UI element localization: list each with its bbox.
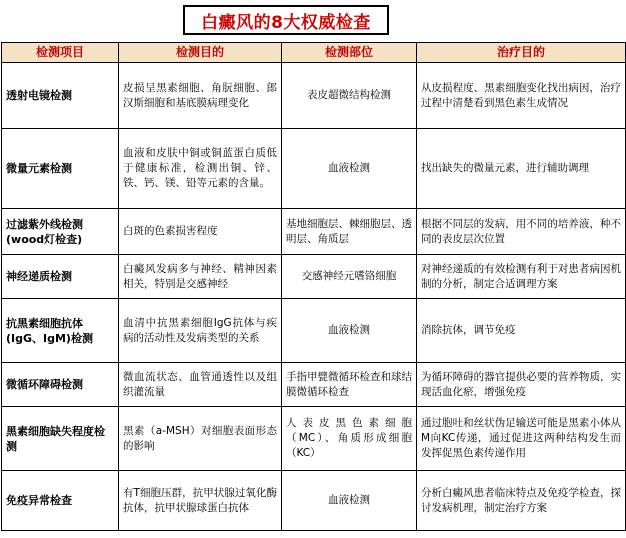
site-cell: 人表皮黑色素细胞（MC）、角质形成细胞（KC） (282, 407, 417, 471)
examination-table (1, 42, 626, 531)
table-row (2, 255, 626, 299)
item-cell: 微量元素检测 (2, 129, 119, 209)
item-cell: 抗黑素细胞抗体(IgG、IgM)检测 (2, 299, 119, 363)
table-row (2, 209, 626, 255)
purpose-cell: 黑素（a-MSH）对细胞表面形态的影响 (119, 407, 282, 471)
site-cell: 手指甲甓微循环检查和球结膜微循环检查 (282, 363, 417, 407)
purpose-cell: 有T细胞压群，抗甲状腺过氧化酶抗体，抗甲状腺球蛋白抗体 (119, 471, 282, 531)
treatment-cell: 对神经递质的有效检测有利于对患者病因机制的分析，制定合适调理方案 (417, 255, 626, 299)
header-row (2, 43, 626, 63)
item-cell: 黑素细胞缺失程度检测 (2, 407, 119, 471)
purpose-cell: 微血流状态、血管通透性以及组织灌流量 (119, 363, 282, 407)
page-title: 白癜风的8大权威检查 (183, 5, 389, 35)
header-purpose: 检测目的 (119, 43, 282, 63)
item-cell: 神经递质检测 (2, 255, 119, 299)
purpose-cell: 皮损呈黑素细胞、角朊细胞、郎汉斯细胞和基底膜病理变化 (119, 63, 282, 129)
purpose-cell: 白斑的色素损害程度 (119, 209, 282, 255)
site-cell: 表皮超微结构检测 (282, 63, 417, 129)
header-item: 检测项目 (2, 43, 119, 63)
table-row (2, 363, 626, 407)
item-cell: 微循环障碍检测 (2, 363, 119, 407)
purpose-cell: 血液和皮肤中铜或铜蓝蛋白质低于健康标准，检测出铜、锌、铁、钙、镁、铅等元素的含量。 (119, 129, 282, 209)
treatment-cell: 从皮损程度、黑素细胞变化找出病因，治疗过程中清楚看到黑色素生成情况 (417, 63, 626, 129)
item-cell: 过滤紫外线检测(wood灯检查) (2, 209, 119, 255)
treatment-cell: 分析白癜风患者临床特点及免疫学检查，探讨发病机理，制定治疗方案 (417, 471, 626, 531)
site-cell: 血液检测 (282, 471, 417, 531)
site-cell: 基地细胞层、棘细胞层、透明层、角质层 (282, 209, 417, 255)
site-cell: 血液检测 (282, 129, 417, 209)
site-cell: 交感神经元嗜铬细胞 (282, 255, 417, 299)
purpose-cell: 白癜风发病多与神经、精神因素相关，特别是交感神经 (119, 255, 282, 299)
item-cell: 透射电镜检测 (2, 63, 119, 129)
treatment-cell: 消除抗体，调节免疫 (417, 299, 626, 363)
treatment-cell: 找出缺失的微量元素，进行辅助调理 (417, 129, 626, 209)
table-row (2, 471, 626, 531)
table-row (2, 129, 626, 209)
table-row (2, 63, 626, 129)
treatment-cell: 为循环障碍的器官提供必要的营养物质，实现活血化瘀，增强免疫 (417, 363, 626, 407)
treatment-cell: 通过胞吐和丝状伪足输送可能是黑素小体从M向KC传递，通过促进这两种结构发生而发挥促黑色素传递作用 (417, 407, 626, 471)
site-cell: 血液检测 (282, 299, 417, 363)
item-cell: 免疫异常检查 (2, 471, 119, 531)
header-treatment: 治疗目的 (417, 43, 626, 63)
purpose-cell: 血清中抗黑素细胞IgG抗体与疾病的活动性及发病类型的关系 (119, 299, 282, 363)
table-row (2, 299, 626, 363)
header-site: 检测部位 (282, 43, 417, 63)
title-area (0, 0, 626, 42)
treatment-cell: 根据不同层的发病，用不同的培养液，种不同的表皮层次位置 (417, 209, 626, 255)
table-row (2, 407, 626, 471)
